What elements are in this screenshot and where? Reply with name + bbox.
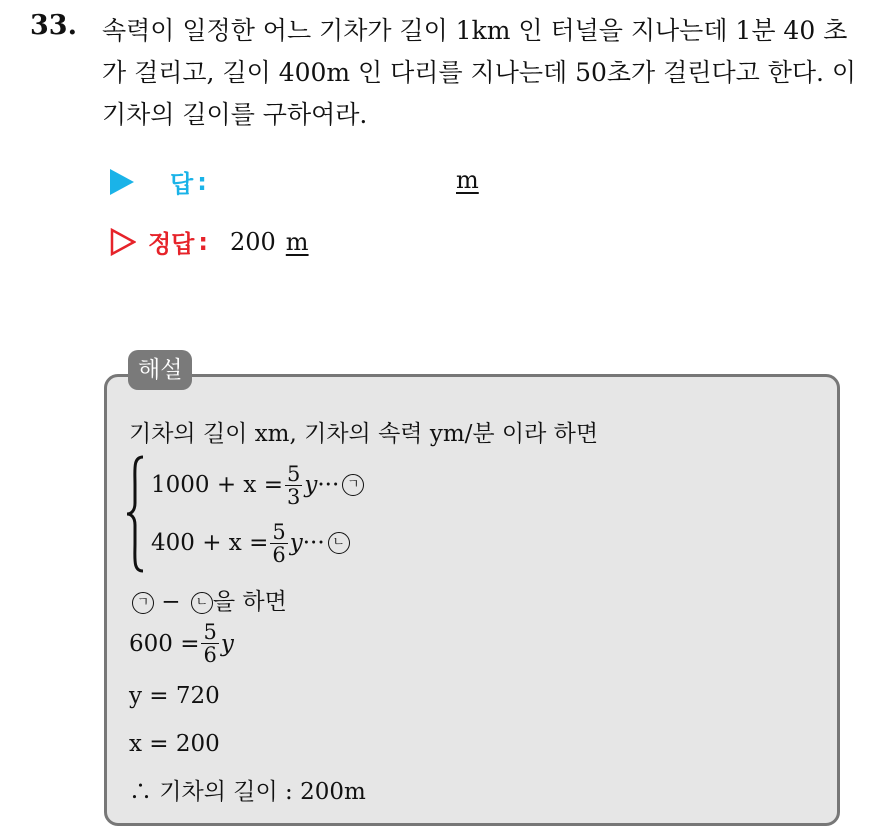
circled-giyeok-icon: ㄱ xyxy=(342,474,364,496)
result-x: x = 200 xyxy=(129,731,220,757)
answer-row xyxy=(110,164,479,199)
dots: ··· xyxy=(302,530,325,556)
fraction-3 xyxy=(201,621,218,666)
correct-answer-unit: m xyxy=(285,227,309,256)
answer-unit: m xyxy=(456,166,479,194)
equation-3 xyxy=(129,621,234,666)
solution-intro: 기차의 길이 xm, 기차의 속력 ym/분 이라 하면 xyxy=(129,421,599,447)
correct-answer-label: 정답 xyxy=(148,230,195,258)
solution-tab: 해설 xyxy=(128,350,192,390)
fraction-3-den: 6 xyxy=(203,643,217,667)
equation-3-lhs: 600 = xyxy=(129,630,200,657)
fraction-3-num: 5 xyxy=(203,620,217,644)
fraction-1-den: 3 xyxy=(286,484,301,509)
correct-answer-colon: : xyxy=(198,227,208,256)
correct-answer-value: 200 xyxy=(229,227,276,256)
circled-nieun-icon: ㄴ xyxy=(328,532,350,554)
equation-1-lhs: 1000 + x = xyxy=(151,472,283,498)
equation-system xyxy=(125,455,525,573)
subtract-step xyxy=(129,583,287,616)
play-arrow-icon xyxy=(110,169,134,195)
minus-sign: − xyxy=(154,589,188,615)
equation-1 xyxy=(151,457,364,513)
problem-number: 33. xyxy=(30,10,77,41)
fraction-2-num: 5 xyxy=(272,519,286,544)
equation-2 xyxy=(151,515,350,571)
var-y: y xyxy=(289,530,303,556)
var-y: y xyxy=(220,630,234,657)
circled-nieun-icon: ㄴ xyxy=(191,592,213,614)
circled-giyeok-icon: ㄱ xyxy=(132,592,154,614)
solution-box xyxy=(104,374,840,826)
dots: ··· xyxy=(317,472,340,498)
fraction-1 xyxy=(285,463,302,508)
left-brace-icon xyxy=(125,455,147,573)
fraction-1-num: 5 xyxy=(286,461,301,486)
conclusion: ∴ 기차의 길이 : 200m xyxy=(129,779,366,805)
outline-arrow-icon xyxy=(110,228,136,256)
subtract-step-text: 을 하면 xyxy=(212,589,287,615)
var-y: y xyxy=(304,472,318,498)
equation-2-lhs: 400 + x = xyxy=(151,530,269,556)
result-y: y = 720 xyxy=(129,683,220,709)
answer-colon: : xyxy=(197,167,207,196)
fraction-2 xyxy=(270,521,287,566)
answer-label: 답 xyxy=(170,170,194,198)
fraction-2-den: 6 xyxy=(272,542,286,567)
problem-text: 속력이 일정한 어느 기차가 길이 1km 인 터널을 지나는데 1분 40 초가 걸리고, 길이 400m 인 다리를 지나는데 50초가 걸린다고 한다. 이 기차의 길이를 구하여라. xyxy=(102,16,857,129)
correct-answer-row xyxy=(110,224,309,259)
